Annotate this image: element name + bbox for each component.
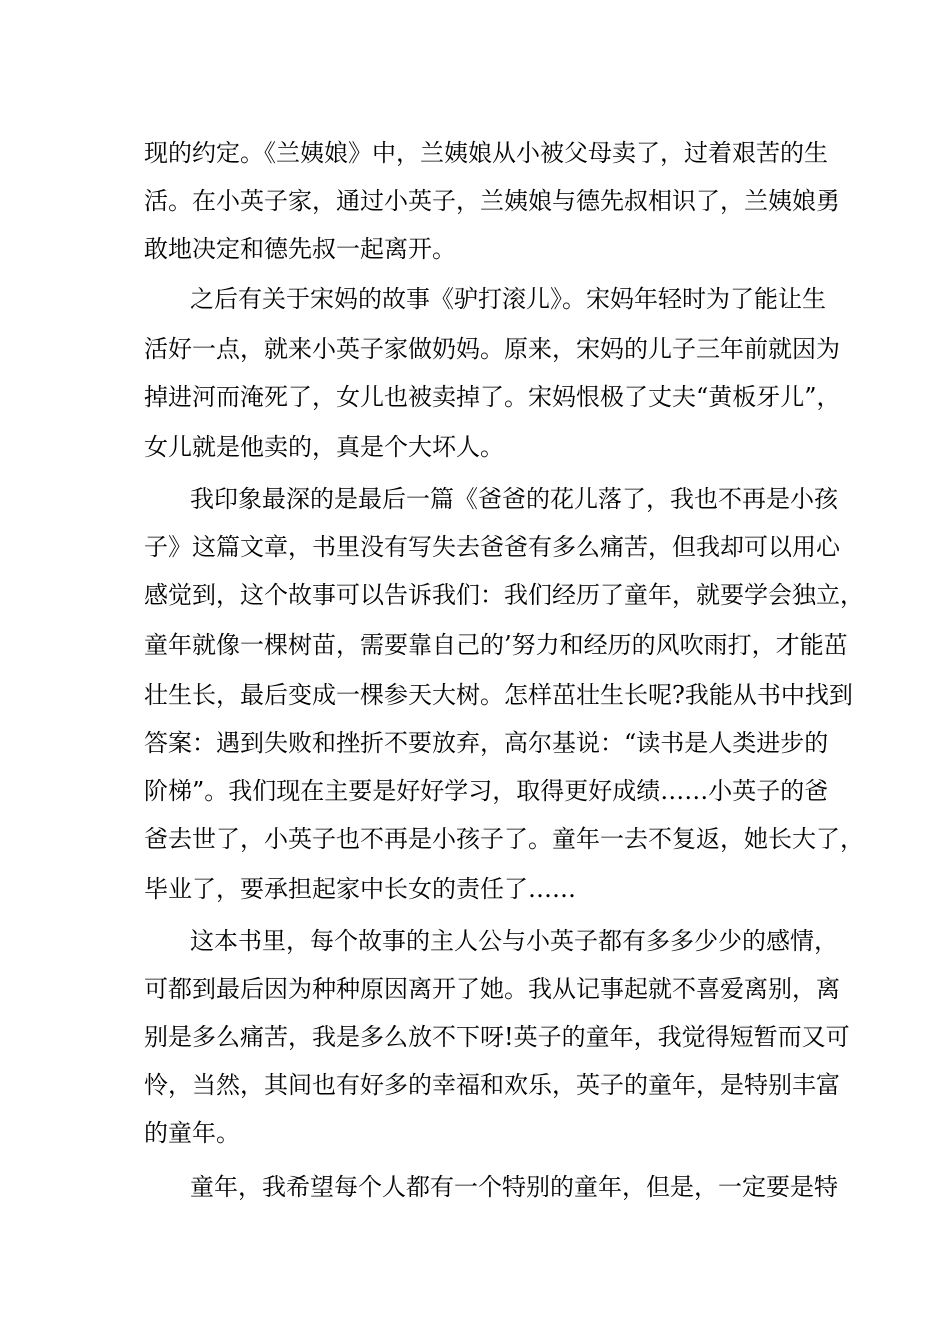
text-line: 我印象最深的是最后一篇《爸爸的花儿落了，我也不再是小孩	[190, 485, 838, 513]
text-line: 之后有关于宋妈的故事《驴打滚儿》。宋妈年轻时为了能让生	[190, 285, 826, 313]
text-line: 童年就像一棵树苗，需要靠自己的’努力和经历的风吹雨打，才能茁	[144, 631, 848, 659]
text-line: 可都到最后因为种种原因离开了她。我从记事起就不喜爱离别，离	[144, 975, 840, 1003]
text-line: 怜，当然，其间也有好多的幸福和欢乐，英子的童年，是特别丰富	[144, 1071, 840, 1099]
text-line: 壮生长，最后变成一棵参天大树。怎样茁壮生长呢?我能从书中找到	[144, 681, 853, 709]
text-line: 敢地决定和德先叔一起离开。	[144, 235, 456, 263]
text-line: 答案：遇到失败和挫折不要放弃，高尔基说：“读书是人类进步的	[144, 729, 829, 757]
text-line: 的童年。	[144, 1119, 240, 1147]
text-line: 毕业了，要承担起家中长女的责任了……	[144, 875, 576, 903]
text-line: 现的约定。《兰姨娘》中，兰姨娘从小被父母卖了，过着艰苦的生	[144, 139, 828, 167]
text-line: 掉进河而淹死了，女儿也被卖掉了。宋妈恨极了丈夫“黄板牙儿”，	[144, 383, 841, 411]
text-line: 感觉到，这个故事可以告诉我们：我们经历了童年，就要学会独立，	[144, 581, 864, 609]
text-line: 女儿就是他卖的，真是个大坏人。	[144, 433, 504, 461]
text-line: 活。在小英子家，通过小英子，兰姨娘与德先叔相识了，兰姨娘勇	[144, 187, 840, 215]
text-line: 童年，我希望每个人都有一个特别的童年，但是，一定要是特	[190, 1173, 838, 1201]
text-line: 活好一点，就来小英子家做奶妈。原来，宋妈的儿子三年前就因为	[144, 335, 840, 363]
text-line: 阶梯”。我们现在主要是好好学习，取得更好成绩……小英子的爸	[144, 777, 829, 805]
text-line: 别是多么痛苦，我是多么放不下呀!英子的童年，我觉得短暂而又可	[144, 1023, 850, 1051]
text-line: 子》这篇文章，书里没有写失去爸爸有多么痛苦，但我却可以用心	[144, 533, 840, 561]
text-line: 爸去世了，小英子也不再是小孩子了。童年一去不复返，她长大了，	[144, 825, 864, 853]
text-line: 这本书里，每个故事的主人公与小英子都有多多少少的感情，	[190, 927, 838, 955]
